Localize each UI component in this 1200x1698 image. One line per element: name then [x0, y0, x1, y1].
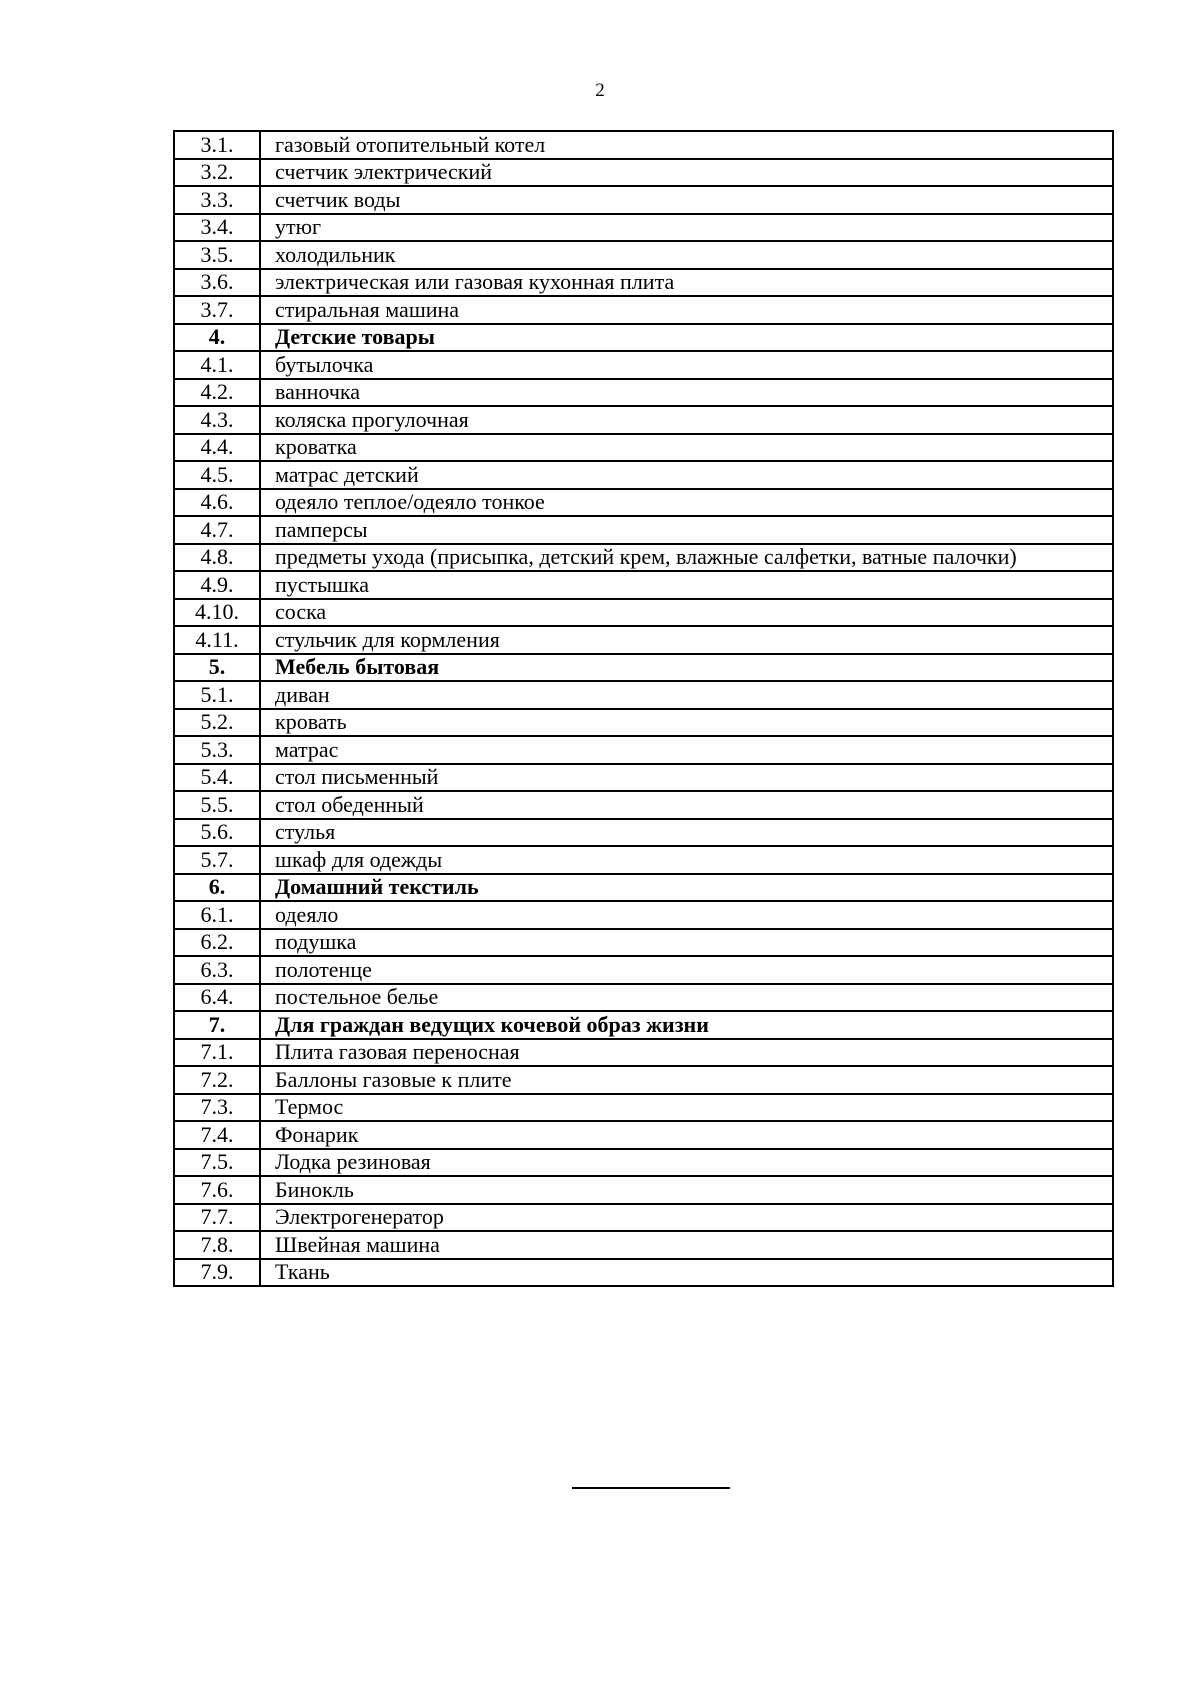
item-label: счетчик воды	[260, 186, 1113, 214]
table-row	[174, 351, 1113, 379]
item-number: 5.6.	[174, 819, 260, 847]
item-label: газовый отопительный котел	[260, 131, 1113, 159]
table-row	[174, 434, 1113, 462]
item-number: 3.7.	[174, 296, 260, 324]
item-number: 4.9.	[174, 571, 260, 599]
table-row	[174, 131, 1113, 159]
item-number: 4.2.	[174, 379, 260, 407]
item-label: кровать	[260, 709, 1113, 737]
table-row	[174, 571, 1113, 599]
item-label: кроватка	[260, 434, 1113, 462]
item-number: 7.	[174, 1011, 260, 1039]
item-number: 5.3.	[174, 736, 260, 764]
item-number: 5.5.	[174, 791, 260, 819]
item-label: стол письменный	[260, 764, 1113, 792]
item-label: ванночка	[260, 379, 1113, 407]
item-number: 7.1.	[174, 1039, 260, 1067]
table-row	[174, 764, 1113, 792]
item-number: 6.	[174, 874, 260, 902]
table-row	[174, 1066, 1113, 1094]
table-row	[174, 1039, 1113, 1067]
item-number: 6.1.	[174, 901, 260, 929]
items-table-body	[174, 131, 1113, 1286]
item-number: 4.10.	[174, 599, 260, 627]
item-number: 6.2.	[174, 929, 260, 957]
section-title: Домашний текстиль	[260, 874, 1113, 902]
table-row	[174, 819, 1113, 847]
item-label: шкаф для одежды	[260, 846, 1113, 874]
item-number: 7.8.	[174, 1231, 260, 1259]
table-row	[174, 791, 1113, 819]
item-label: Фонарик	[260, 1121, 1113, 1149]
table-row	[174, 1176, 1113, 1204]
item-number: 4.6.	[174, 489, 260, 517]
table-row	[174, 406, 1113, 434]
item-label: подушка	[260, 929, 1113, 957]
item-number: 3.5.	[174, 241, 260, 269]
item-label: соска	[260, 599, 1113, 627]
item-label: предметы ухода (присыпка, детский крем, влажные салфетки, ватные палочки)	[260, 544, 1113, 572]
item-number: 4.4.	[174, 434, 260, 462]
items-table	[173, 130, 1114, 1287]
item-label: Швейная машина	[260, 1231, 1113, 1259]
item-number: 5.1.	[174, 681, 260, 709]
table-row	[174, 736, 1113, 764]
item-number: 6.3.	[174, 956, 260, 984]
item-label: матрас	[260, 736, 1113, 764]
page-number: 2	[595, 80, 605, 101]
section-header-row	[174, 1011, 1113, 1039]
item-label: одеяло	[260, 901, 1113, 929]
item-number: 5.7.	[174, 846, 260, 874]
item-label: стиральная машина	[260, 296, 1113, 324]
item-label: стульчик для кормления	[260, 626, 1113, 654]
item-label: Термос	[260, 1094, 1113, 1122]
section-title: Для граждан ведущих кочевой образ жизни	[260, 1011, 1113, 1039]
item-number: 4.5.	[174, 461, 260, 489]
item-number: 4.3.	[174, 406, 260, 434]
item-number: 4.11.	[174, 626, 260, 654]
section-title: Мебель бытовая	[260, 654, 1113, 682]
table-row	[174, 516, 1113, 544]
item-label: Ткань	[260, 1259, 1113, 1287]
item-label: Баллоны газовые к плите	[260, 1066, 1113, 1094]
item-number: 3.3.	[174, 186, 260, 214]
item-label: памперсы	[260, 516, 1113, 544]
item-label: утюг	[260, 214, 1113, 242]
item-label: диван	[260, 681, 1113, 709]
item-number: 7.7.	[174, 1204, 260, 1232]
item-number: 7.3.	[174, 1094, 260, 1122]
section-header-row	[174, 874, 1113, 902]
item-number: 4.	[174, 324, 260, 352]
item-number: 6.4.	[174, 984, 260, 1012]
table-row	[174, 159, 1113, 187]
item-number: 4.8.	[174, 544, 260, 572]
item-number: 3.1.	[174, 131, 260, 159]
item-label: Плита газовая переносная	[260, 1039, 1113, 1067]
item-number: 3.4.	[174, 214, 260, 242]
item-number: 5.4.	[174, 764, 260, 792]
item-number: 7.5.	[174, 1149, 260, 1177]
item-number: 7.9.	[174, 1259, 260, 1287]
table-row	[174, 929, 1113, 957]
item-label: Электрогенератор	[260, 1204, 1113, 1232]
item-number: 4.1.	[174, 351, 260, 379]
table-row	[174, 489, 1113, 517]
item-number: 3.6.	[174, 269, 260, 297]
item-label: стол обеденный	[260, 791, 1113, 819]
item-number: 5.2.	[174, 709, 260, 737]
table-row	[174, 269, 1113, 297]
end-of-document-rule	[572, 1487, 730, 1489]
table-row	[174, 956, 1113, 984]
item-label: матрас детский	[260, 461, 1113, 489]
table-row	[174, 626, 1113, 654]
item-label: Лодка резиновая	[260, 1149, 1113, 1177]
table-row	[174, 241, 1113, 269]
table-row	[174, 1149, 1113, 1177]
item-label: холодильник	[260, 241, 1113, 269]
table-row	[174, 709, 1113, 737]
item-label: стулья	[260, 819, 1113, 847]
table-row	[174, 846, 1113, 874]
item-label: постельное белье	[260, 984, 1113, 1012]
item-label: бутылочка	[260, 351, 1113, 379]
table-row	[174, 214, 1113, 242]
item-label: одеяло теплое/одеяло тонкое	[260, 489, 1113, 517]
table-row	[174, 599, 1113, 627]
item-label: пустышка	[260, 571, 1113, 599]
table-row	[174, 1204, 1113, 1232]
section-header-row	[174, 324, 1113, 352]
table-row	[174, 296, 1113, 324]
table-row	[174, 681, 1113, 709]
item-number: 7.2.	[174, 1066, 260, 1094]
item-number: 5.	[174, 654, 260, 682]
item-label: счетчик электрический	[260, 159, 1113, 187]
table-row	[174, 461, 1113, 489]
table-row	[174, 1094, 1113, 1122]
table-row	[174, 1259, 1113, 1287]
table-row	[174, 1231, 1113, 1259]
item-number: 7.4.	[174, 1121, 260, 1149]
item-number: 4.7.	[174, 516, 260, 544]
table-row	[174, 186, 1113, 214]
item-label: электрическая или газовая кухонная плита	[260, 269, 1113, 297]
table-row	[174, 1121, 1113, 1149]
section-title: Детские товары	[260, 324, 1113, 352]
section-header-row	[174, 654, 1113, 682]
item-label: полотенце	[260, 956, 1113, 984]
table-row	[174, 901, 1113, 929]
table-row	[174, 379, 1113, 407]
table-row	[174, 544, 1113, 572]
item-label: коляска прогулочная	[260, 406, 1113, 434]
item-number: 3.2.	[174, 159, 260, 187]
item-number: 7.6.	[174, 1176, 260, 1204]
table-row	[174, 984, 1113, 1012]
item-label: Бинокль	[260, 1176, 1113, 1204]
